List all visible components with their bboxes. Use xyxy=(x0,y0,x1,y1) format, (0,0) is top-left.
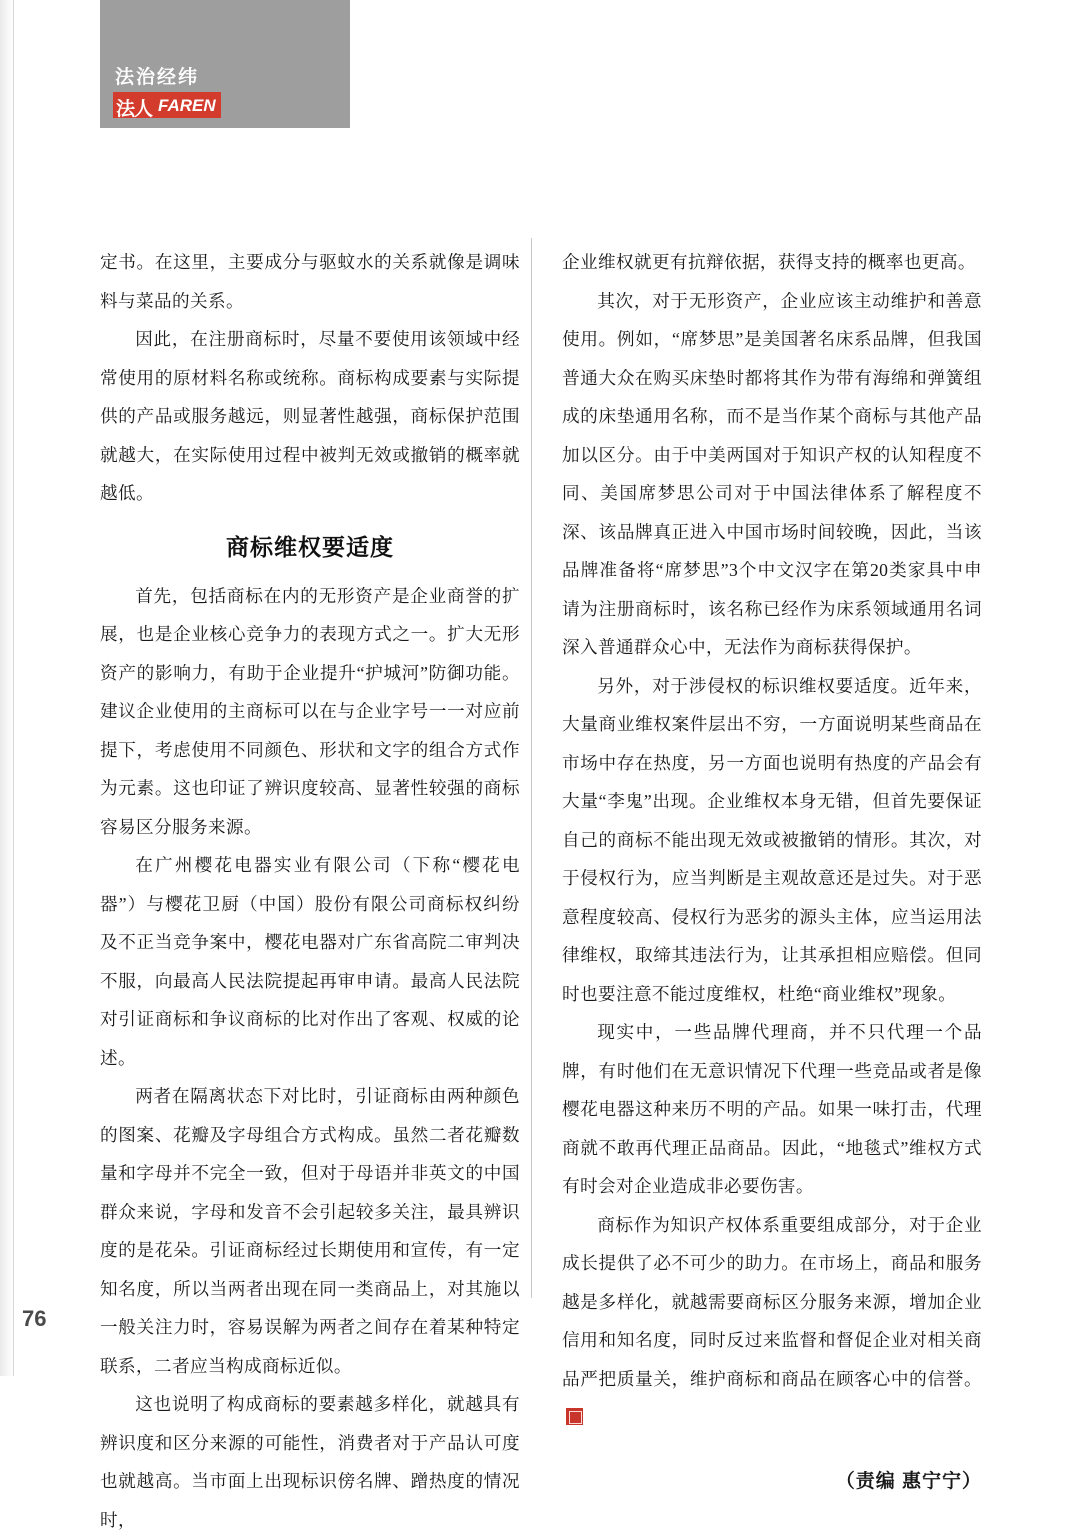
right-column xyxy=(562,243,982,1501)
editor-credit: （责编 惠宁宁） xyxy=(835,1470,982,1492)
paragraph: 现实中，一些品牌代理商，并不只代理一个品牌，有时他们在无意识情况下代理一些竞品或者是像樱花电器这种来历不明的产品。如果一味打击，代理商就不敢再代理正品商品。因此，“地毯式”维权方式有时会对企业造成非必要伤害。 xyxy=(562,1022,982,1196)
paragraph: 这也说明了构成商标的要素越多样化，就越具有辨识度和区分来源的可能性，消费者对于产品认可度也就越高。当市面上出现标识傍名牌、蹭热度的情况时， xyxy=(100,1394,520,1530)
page-binding-edge xyxy=(0,0,14,1376)
paragraph: 首先，包括商标在内的无形资产是企业商誉的扩展，也是企业核心竞争力的表现方式之一。扩大无形资产的影响力，有助于企业提升“护城河”防御功能。建议企业使用的主商标可以在与企业字号一一对应前提下，考虑使用不同颜色、形状和文字的组合方式作为元素。这也印证了辨识度较高、显著性较强的商标容易区分服务来源。 xyxy=(100,585,520,837)
left-column xyxy=(100,243,520,1539)
page-number: 76 xyxy=(22,1306,47,1331)
paragraph: 两者在隔离状态下对比时，引证商标由两种颜色的图案、花瓣及字母组合方式构成。虽然二者花瓣数量和字母并不完全一致，但对于母语并非英文的中国群众来说，字母和发音不会引起较多关注，最具辨识度的是花朵。引证商标经过长期使用和宣传，有一定知名度，所以当两者出现在同一类商品上，对其施以一般关注力时，容易误解为两者之间存在着某种特定联系，二者应当构成商标近似。 xyxy=(100,1086,520,1376)
paragraph: 企业维权就更有抗辩依据，获得支持的概率也更高。 xyxy=(562,252,976,272)
logo-chinese-text: 法人 xyxy=(116,99,153,118)
end-of-article-mark xyxy=(566,1408,583,1425)
logo-english-text: FAREN xyxy=(158,96,216,115)
paragraph-text: 商标作为知识产权体系重要组成部分，对于企业成长提供了必不可少的助力。在市场上，商品和服务越是多样化，就越需要商标区分服务来源，增加企业信用和知名度，同时反过来监督和督促企业对相关商品严把质量关，维护商标和商品在顾客心中的信誉。 xyxy=(562,1214,982,1389)
paragraph: 另外，对于涉侵权的标识维权要适度。近年来，大量商业维权案件层出不穷，一方面说明某些商品在市场中存在热度，另一方面也说明有热度的产品会有大量“李鬼”出现。企业维权本身无错，但首先要保证自己的商标不能出现无效或被撤销的情形。其次，对于侵权行为，应当判断是主观故意还是过失。对于恶意程度较高、侵权行为恶劣的源头主体，应当运用法律维权，取缔其违法行为，让其承担相应赔偿。但同时也要注意不能过度维权，杜绝“商业维权”现象。 xyxy=(562,675,982,1004)
paragraph-final xyxy=(562,1206,982,1437)
page-binding-line xyxy=(13,0,14,1376)
paragraph: 其次，对于无形资产，企业应该主动维护和善意使用。例如，“席梦思”是美国著名床系品牌，但我国普通大众在购买床垫时都将其作为带有海绵和弹簧组成的床垫通用名称，而不是当作某个商标与其他产品加以区分。由于中美两国对于知识产权的认知程度不同、美国席梦思公司对于中国法律体系了解程度不深、该品牌真正进入中国市场时间较晚，因此，当该品牌准备将“席梦思”3个中文汉字在第20类家具中申请为注册商标时，该名称已经作为床系领域通用名词深入普通群众心中，无法作为商标获得保护。 xyxy=(562,290,982,657)
paragraph: 定书。在这里，主要成分与驱蚊水的关系就像是调味料与菜品的关系。 xyxy=(100,252,520,311)
section-category-label: 法治经纬 xyxy=(115,67,200,88)
paragraph: 在广州樱花电器实业有限公司（下称“樱花电器”）与樱花卫厨（中国）股份有限公司商标权纠纷及不正当竞争案中，樱花电器对广东省高院二审判决不服，向最高人民法院提起再审申请。最高人民法院对引证商标和争议商标的比对作出了客观、权威的论述。 xyxy=(100,855,520,1068)
section-subheading: 商标维权要适度 xyxy=(226,533,394,560)
paragraph: 因此，在注册商标时，尽量不要使用该领域中经常使用的原材料名称或统称。商标构成要素与实际提供的产品或服务越远，则显著性越强，商标保护范围就越大，在实际使用过程中被判无效或撤销的概率就越低。 xyxy=(100,329,520,503)
column-divider xyxy=(531,238,532,1298)
magazine-logo xyxy=(113,92,221,118)
